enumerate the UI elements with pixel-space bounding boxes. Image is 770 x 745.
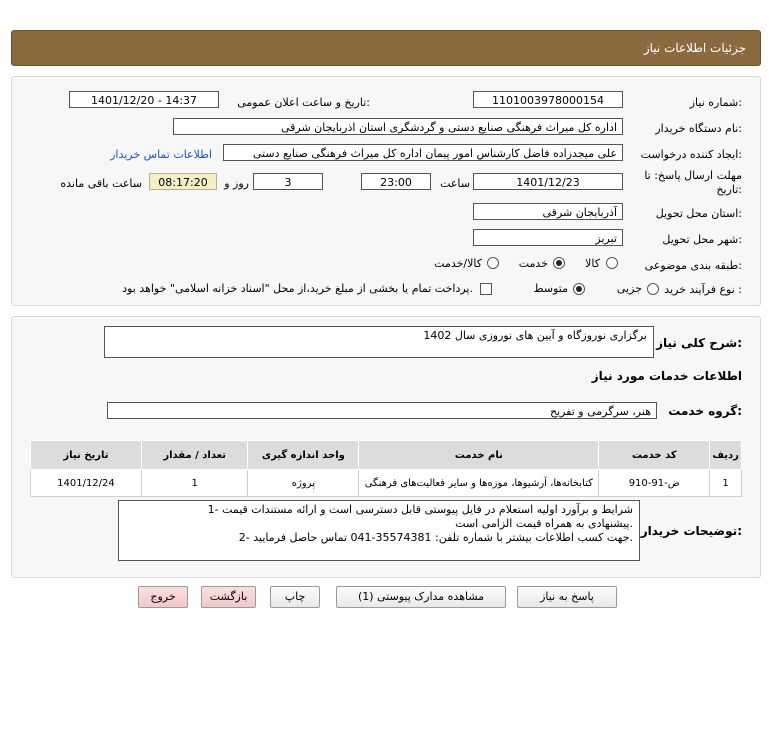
- cell-unit: پروژه: [248, 470, 359, 497]
- services-table-header: [31, 441, 742, 470]
- buyer-notes-label: توضیحات خریدار:: [640, 524, 742, 538]
- page-header: [11, 30, 761, 66]
- cell-need-date: 1401/12/24: [31, 470, 142, 497]
- process-radio-minor[interactable]: [647, 283, 659, 295]
- exit-button[interactable]: خروج: [138, 586, 188, 608]
- province-field: آذربایجان شرقی: [473, 203, 623, 220]
- cell-service-name: کتابخانه‌ها، آرشیوها، موزه‌ها و سایر فعالیت‌های فرهنگی: [359, 470, 599, 497]
- remaining-time-label: ساعت باقی مانده: [60, 177, 142, 190]
- announce-datetime-label: تاریخ و ساعت اعلان عمومی:: [237, 96, 370, 109]
- need-number-label: شماره نیاز:: [689, 96, 742, 109]
- process-radio-medium[interactable]: [573, 283, 585, 295]
- remaining-time-field: 08:17:20: [149, 173, 217, 190]
- buyer-notes-box: [118, 500, 640, 561]
- page-title: جزئیات اطلاعات نیاز: [643, 41, 746, 55]
- buyer-notes-line-2: پیشنهادی به همراه قیمت الزامی است.: [455, 517, 633, 530]
- back-button[interactable]: بازگشت: [201, 586, 256, 608]
- col-header-code: کد خدمت: [599, 441, 710, 470]
- process-option-medium: متوسط: [533, 282, 568, 295]
- category-radio-goods-service[interactable]: [487, 257, 499, 269]
- treasury-payment-checkbox[interactable]: [480, 283, 492, 295]
- col-header-row: ردیف: [710, 441, 742, 470]
- category-option-service: خدمت: [518, 257, 548, 270]
- buyer-org-field: اداره کل میراث فرهنگی صنایع دستی و گردشگری استان اذربایجان شرقی: [173, 118, 623, 135]
- print-button[interactable]: چاپ: [270, 586, 320, 608]
- days-label: روز و: [224, 177, 249, 190]
- need-number-field: 1101003978000154: [473, 91, 623, 108]
- category-option-goods: کالا: [585, 257, 600, 270]
- cell-quantity: 1: [141, 470, 248, 497]
- col-header-unit: واحد اندازه گیری: [248, 441, 359, 470]
- category-label: طبقه بندی موضوعی:: [644, 259, 742, 272]
- reply-button[interactable]: پاسخ به نیاز: [517, 586, 617, 608]
- service-group-field: هنر، سرگرمی و تفریح: [107, 402, 657, 419]
- need-description-field: برگزاری نوروزگاه و آیین های نوروزی سال 1402: [104, 326, 654, 358]
- buyer-contact-link[interactable]: اطلاعات تماس خریدار: [110, 148, 212, 161]
- treasury-payment-note: پرداخت تمام یا بخشی از مبلغ خرید،از محل "اسناد خزانه اسلامی" خواهد بود.: [122, 282, 473, 295]
- province-label: استان محل تحویل:: [655, 207, 742, 220]
- category-option-goods-service: کالا/خدمت: [434, 257, 482, 270]
- announce-datetime-field: 1401/12/20 - 14:37: [69, 91, 219, 108]
- deadline-label-line1: مهلت ارسال پاسخ: تا: [644, 169, 742, 182]
- service-group-label: گروه خدمت:: [668, 404, 742, 418]
- city-label: شهر محل تحویل:: [662, 233, 742, 246]
- city-field: تبریز: [473, 229, 623, 246]
- services-section-title: اطلاعات خدمات مورد نیاز: [591, 369, 742, 383]
- col-header-name: نام خدمت: [359, 441, 599, 470]
- deadline-time-field: 23:00: [361, 173, 431, 190]
- need-description-label: شرح کلی نیاز:: [656, 336, 742, 350]
- col-header-date: تاریخ نیاز: [31, 441, 142, 470]
- cell-row-number: 1: [710, 470, 742, 497]
- process-option-minor: جزیی: [616, 282, 642, 295]
- requester-label: ایجاد کننده درخواست:: [640, 148, 742, 161]
- buyer-notes-line-1: 1- شرایط و برآورد اولیه استعلام در فایل پیوستی قابل دسترسی است و ارائه مستندات قیمت: [207, 503, 633, 516]
- deadline-time-label: ساعت: [440, 177, 470, 190]
- days-remaining-field: 3: [253, 173, 323, 190]
- requester-field: علی میجدزاده فاضل کارشناس امور پیمان اداره کل میراث فرهنگی صنایع دستی: [223, 144, 623, 161]
- process-type-label: نوع فرآیند خرید :: [664, 283, 742, 296]
- buyer-org-label: نام دستگاه خریدار:: [655, 122, 742, 135]
- view-attachments-button[interactable]: مشاهده مدارک پیوستی (1): [336, 586, 506, 608]
- category-radio-service[interactable]: [553, 257, 565, 269]
- deadline-label-line2: تاریخ:: [716, 183, 742, 196]
- category-radio-goods[interactable]: [606, 257, 618, 269]
- col-header-quantity: تعداد / مقدار: [141, 441, 248, 470]
- services-table: [30, 440, 742, 497]
- table-row: [31, 470, 742, 497]
- deadline-date-field: 1401/12/23: [473, 173, 623, 190]
- cell-service-code: ض-91-910: [599, 470, 710, 497]
- buyer-notes-line-3: 2- جهت کسب اطلاعات بیشتر با شماره تلفن: 35574381-041 تماس حاصل فرمایید.: [238, 531, 633, 544]
